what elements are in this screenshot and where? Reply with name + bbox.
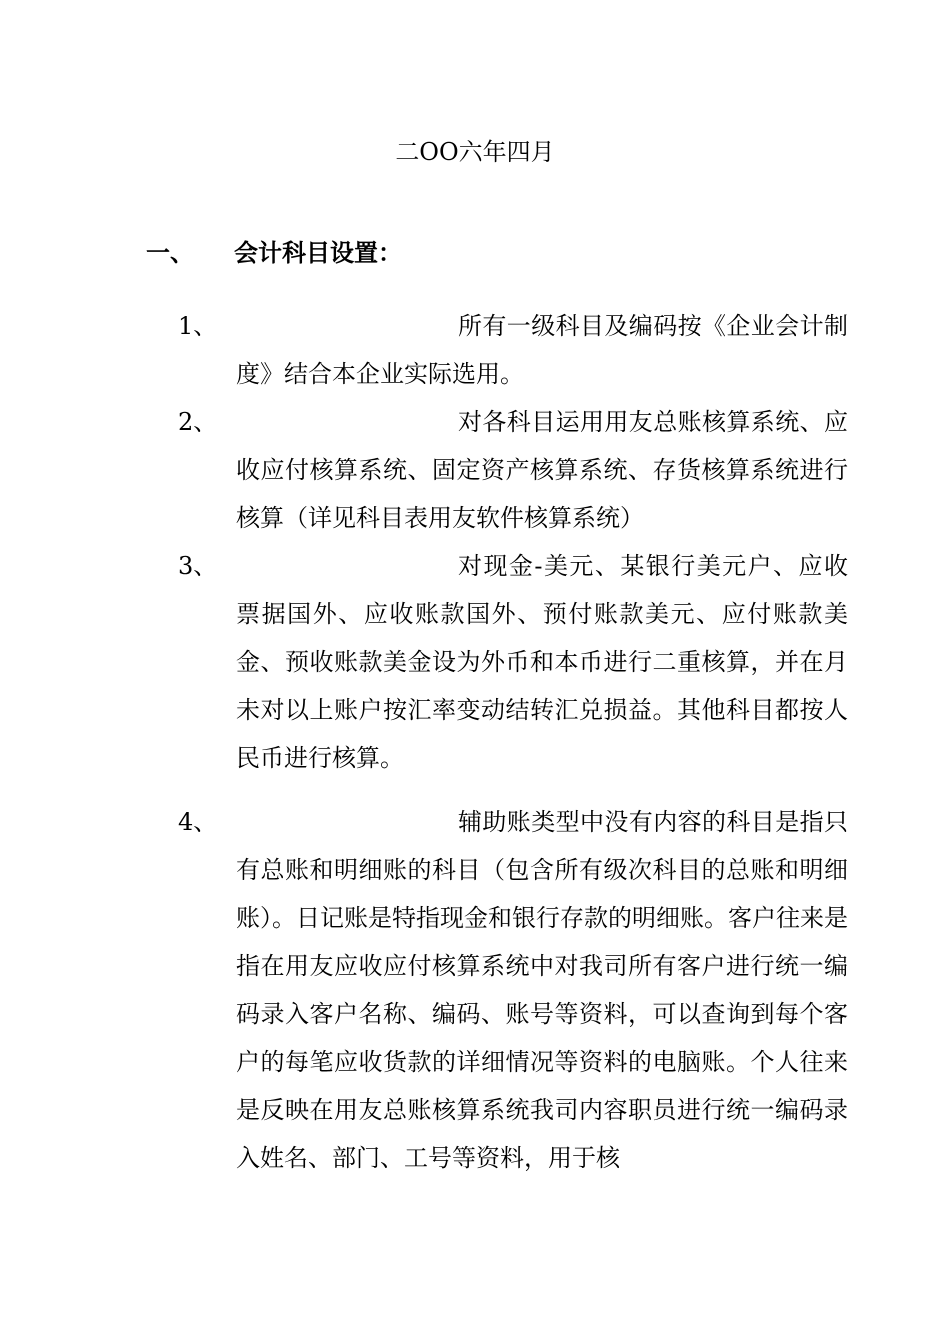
list-item-number: 4、 (178, 808, 218, 836)
section-number: 一、 (146, 238, 194, 267)
list-item-number: 1、 (178, 312, 218, 340)
list-item-number: 3、 (178, 552, 218, 580)
section-title: 会计科目设置： (234, 238, 402, 267)
document-date: 二OO六年四月 (395, 138, 555, 166)
list-item-text: 辅助账类型中没有内容的科目是指只有总账和明细账的科目（包含所有级次科目的总账和明细账）。日记账是特指现金和银行存款的明细账。客户往来是指在用友应收应付核算系统中对我司所有客户进行统一编码录入客户名称、编码、账号等资料，可以查询到每个客户的每笔应收货款的详细情况等资料的电脑账。个人往来是反映在用友总账核算系统我司内容职员进行统一编码录入姓名、部门、工号等资料，用于核 (236, 808, 848, 1172)
list-item-text: 所有一级科目及编码按《企业会计制度》结合本企业实际选用。 (236, 312, 848, 388)
list-item-number: 2、 (178, 408, 218, 436)
list-item-text: 对各科目运用用友总账核算系统、应收应付核算系统、固定资产核算系统、存货核算系统进行核算（详见科目表用友软件核算系统） (236, 408, 848, 532)
list-item-text: 对现金-美元、某银行美元户、应收票据国外、应收账款国外、预付账款美元、应付账款美金、预收账款美金设为外币和本币进行二重核算，并在月未对以上账户按汇率变动结转汇兑损益。其他科目都按人民币进行核算。 (236, 552, 848, 772)
